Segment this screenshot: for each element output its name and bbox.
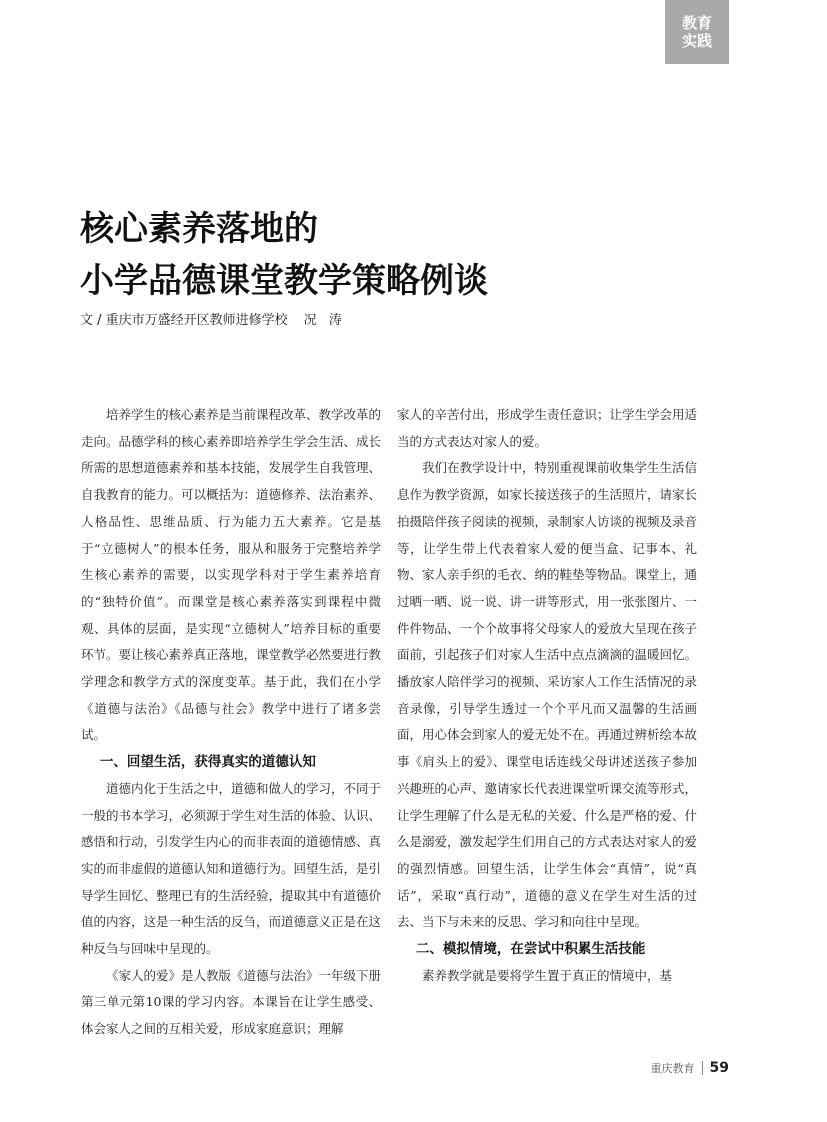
section-tab-line2: 实践 [681, 32, 712, 50]
section-heading: 二、模拟情境，在尝试中积累生活技能 [415, 941, 646, 958]
page-number: 59 [709, 1060, 729, 1076]
title-line-1: 核心素养落地的 [80, 209, 318, 249]
section-heading: 一、回望生活，获得真实的道德认知 [99, 754, 316, 771]
byline-author: 况 涛 [303, 313, 346, 328]
byline [80, 309, 346, 328]
page-footer [651, 1060, 729, 1076]
section-tab-line1: 教育 [681, 14, 712, 32]
title-line-2: 小学品德课堂教学策略例谈 [80, 261, 488, 301]
journal-name: 重庆教育 [650, 1062, 695, 1075]
footer-divider [702, 1061, 703, 1075]
paragraph: 《家人的爱》是人教版《道德与法治》一年级下册第三单元第10课的学习内容。本课旨在让学生感受、体会家人之间的互相关爱，形成家庭意识；理解 [81, 967, 382, 1037]
paragraph: 素养教学就是要将学生置于真正的情境中，基 [422, 967, 673, 983]
paragraph: 家人的辛苦付出，形成学生责任意识；让学生学会用适当的方式表达对家人的爱。 [397, 407, 698, 449]
section-tab [665, 0, 729, 64]
left-column [81, 402, 381, 1043]
byline-affiliation: 文 / 重庆市万盛经开区教师进修学校 [80, 313, 288, 328]
article-title [80, 203, 488, 307]
paragraph: 道德内化于生活之中，道德和做人的学习，不同于一般的书本学习，必须源于学生对生活的体验、认识、感悟和行动，引发学生内心的而非表面的道德情感、真实的而非虚假的道德认知和道德行为。回望生活，是引导学生回忆、整理已有的生活经验，提取其中有道德价值的内容，这是一种生活的反刍，而道德意义正是在这种反刍与回味中呈现的。 [81, 780, 382, 957]
right-column [397, 402, 697, 989]
paragraph: 培养学生的核心素养是当前课程改革、教学改革的走向。品德学科的核心素养即培养学生学会生活、成长所需的思想道德素养和基本技能，发展学生自我管理、自我教育的能力。可以概括为：道德修养、法治素养、人格品性、思维品质、行为能力五大素养。它是基于“立德树人”的根本任务，服从和服务于完整培养学生核心素养的需要，以实现学科对于学生素养培育的“独特价值”。而课堂是核心素养落实到课程中微观、具体的层面，是实现“立德树人”培养目标的重要环节。要让核心素养真正落地，课堂教学必然要进行教学理念和教学方式的深度变革。基于此，我们在小学《道德与法治》《品德与社会》教学中进行了诸多尝试。 [81, 407, 382, 743]
paragraph: 我们在教学设计中，特别重视课前收集学生生活信息作为教学资源，如家长接送孩子的生活照片，请家长拍摄陪伴孩子阅读的视频，录制家人访谈的视频及录音等，让学生带上代表着家人爱的便当盒、记事本、礼物、家人亲手织的毛衣、纳的鞋垫等物品。课堂上，通过晒一晒、说一说、讲一讲等形式，用一张张图片、一件件物品、一个个故事将父母家人的爱放大呈现在孩子面前，引起孩子们对家人生活中点点滴滴的温暖回忆。播放家人陪伴学习的视频、采访家人工作生活情况的录音录像，引导学生透过一个个平凡而又温馨的生活画面，用心体会到家人的爱无处不在。再通过辨析绘本故事《肩头上的爱》、课堂电话连线父母讲述送孩子参加兴趣班的心声、邀请家长代表进课堂听课交流等形式，让学生理解了什么是无私的关爱、什么是严格的爱、什么是溺爱，激发起学生们用自己的方式表达对家人的爱的强烈情感。回望生活，让学生体会“真情”，说“真话”，采取“真行动”，道德的意义在学生对生活的过去、当下与未来的反思、学习和向往中呈现。 [397, 460, 698, 930]
